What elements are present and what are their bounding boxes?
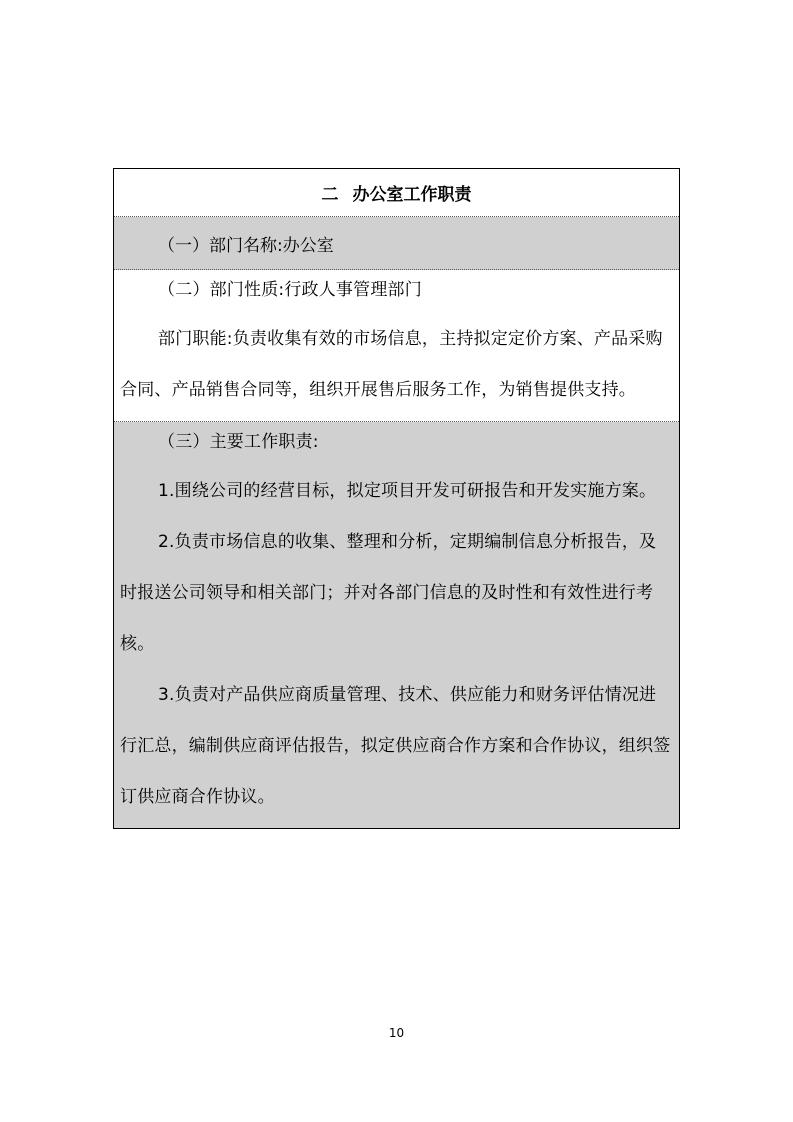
- duty-item: 2.负责市场信息的收集、整理和分析，定期编制信息分析报告，及时报送公司领导和相关部门；并对各部门信息的及时性和有效性进行考核。: [120, 532, 657, 654]
- page-number: 10: [388, 1026, 405, 1040]
- main-duties-row: [114, 422, 679, 828]
- section-number: 二: [321, 185, 339, 205]
- main-duties-heading: （三）主要工作职责:: [158, 432, 319, 452]
- department-name-row: [114, 217, 679, 270]
- department-info-row: [114, 270, 679, 422]
- duty-table: [113, 168, 680, 829]
- section-title: 办公室工作职责: [352, 185, 472, 205]
- department-function: 部门职能:负责收集有效的市场信息，主持拟定定价方案、产品采购合同、产品销售合同等，组织开展售后服务工作，为销售提供支持。: [120, 329, 663, 400]
- department-name: （一）部门名称:办公室: [158, 235, 334, 256]
- duty-item: 3.负责对产品供应商质量管理、技术、供应能力和财务评估情况进行汇总，编制供应商评估报告，拟定供应商合作方案和合作协议，组织签订供应商合作协议。: [120, 685, 671, 807]
- department-nature: （二）部门性质:行政人事管理部门: [158, 280, 422, 300]
- table-title-row: [114, 169, 679, 217]
- duty-item: 1.围绕公司的经营目标，拟定项目开发可研报告和开发实施方案。: [158, 481, 657, 501]
